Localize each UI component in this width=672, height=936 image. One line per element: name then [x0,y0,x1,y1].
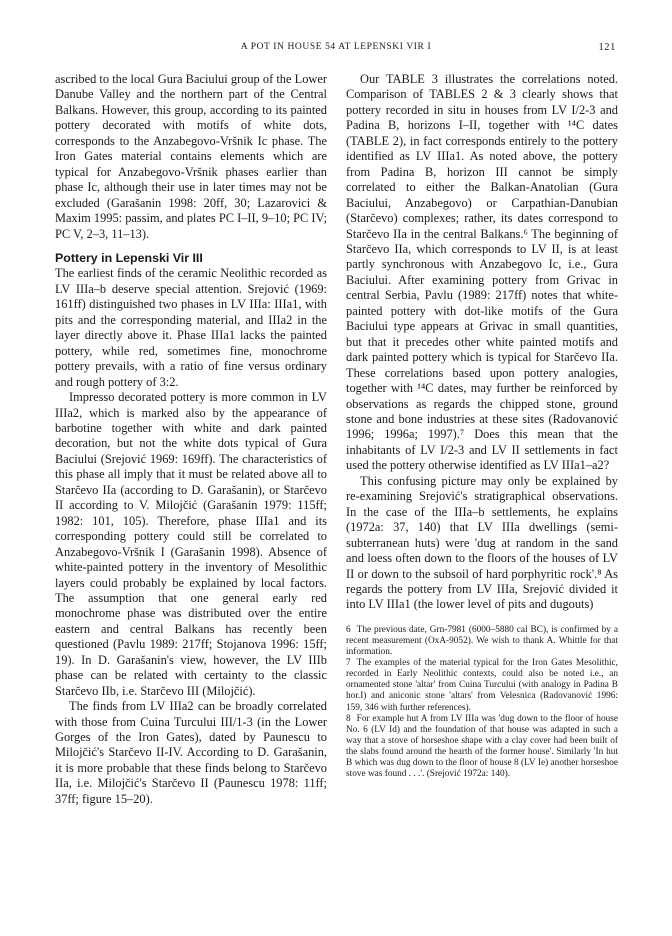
footnote-number: 6 [346,624,351,635]
paragraph: The finds from LV IIIa2 can be broadly correlated with those from Cuina Turcului III/1-3 (in the Lower Gorges of the Iron Gates), dated by Paunescu to Milojčić's Starčevo II-IV. According to D. Garašanin, it is more probable that these finds belong to Starčevo IIa, i.e. Milojčić's Starčevo II (Paunescu 1978: 11ff; 37ff; figure 15–20). [55,699,327,806]
footnote [346,714,618,781]
footnote [346,658,618,713]
page-number: 121 [598,42,616,53]
footnote-text: The previous date, Grn-7981 (6000–5880 cal BC), is confirmed by a recent measurement (OxA-9052). We wish to thank A. Whittle for that information. [346,624,618,658]
paragraph: Our TABLE 3 illustrates the correlations noted. Comparison of TABLES 2 & 3 clearly shows that pottery recorded in situ in houses from LV I/2-3 and Padina B, horizons I–II, together with ¹⁴C dates (TABLE 2), in fact corresponds entirely to the pottery identified as LV IIIa1. As noted above, the pottery from Padina B, horizon III cannot be simply correlated to either the Balkan-Anatolian (Gura Baciului, Anzabegovo) or Carpathian-Danubian (Starčevo) complexes; rather, its dates correspond to Starčevo IIa in the central Balkans.⁶ The beginning of Starčevo IIa, which corresponds to LV II, is at least partly synchronous with Anzabegovo Ic, i.e., Gura Baciului. After examining pottery from Grivac in central Serbia, Pavlu (1989: 217ff) notes that white-painted pottery with dot-like motifs of the Gura Baciului type appears at Grivac in small quantities, but that it precedes other white painted motifs and dark painted pottery which is typical for Starčevo IIa. These correlations based upon pottery analogies, together with ¹⁴C dates, may further be reinforced by observations as regards the chipped stone, ground stone and bone industries at these sites (Radovanović 1996; 1996a; 1997).⁷ Does this mean that the inhabitants of LV I/2-3 and LV II settlements in fact used the pottery otherwise identified as LV IIIa1–a2? [346,72,618,473]
section-heading: Pottery in Lepenski Vir III [55,250,203,265]
footnotes [346,625,618,780]
footnote [346,625,618,658]
running-title: A POT IN HOUSE 54 AT LEPENSKI VIR I [240,42,432,52]
footnote-text: The examples of the material typical for the Iron Gates Mesolithic, recorded in Early Neolithic contexts, could also be noted i.e., an ornamented stone 'altar' from Cuina Turcului (with analogy in Padina B hor.I) and aniconic stone 'altars' from Velesnica (Radovanović 1996: 159, 346 with further references). [346,658,618,713]
footnote-text: For example hut A from LV IIIa was 'dug down to the floor of house No. 6 (LV Id) and the foundation of that house was adapted in such a way that a stove of horseshoe shape with a clay cover had been built of the slabs found around the hearth of the former house'. Similarly 'In hut B which was dug down to the floor of house 8 (LV Ie) another horseshoe stove was found . . .'. (Srejović 1972a: 140). [346,713,618,780]
left-column [55,72,327,807]
footnote-number: 7 [346,658,351,669]
paragraph: ascribed to the local Gura Baciului group of the Lower Danube Valley and the northern part of the Central Balkans. However, this group, according to its painted pottery decorated with motifs of white dots, corresponds to the Anzabegovo-Vršnik Ic phase. The Iron Gates material contains elements which are typical for Anzabegovo-Vršnik phases earlier than phase Ic, although their use in later times may not be excluded (Garašanin 1998: 20ff, 30; Lazarovici & Maxim 1995: passim, and plates PC I–II, 9–10; PC IV; PC V, 2–3, 11–13). [55,72,328,241]
paragraph: The earliest finds of the ceramic Neolithic recorded as LV IIIa–b deserve special attention. Srejović (1969: 161ff) distinguished two phases in LV IIIa: IIIa1, with pits and the corresponding material, and IIIa2 in the layer directly above it. Phase IIIa1 lacks the painted pottery, while red, sometimes fine, monochrome pottery prevails, with a ratio of fine versus ordinary and rough pottery of 3:2. [55,266,327,389]
paragraph: Impresso decorated pottery is more common in LV IIIa2, which is marked also by the appearance of barbotine together with white and dark painted decoration, but not the white dots typical of Gura Baciului (Srejović 1969: 169ff). The characteristics of this phase all imply that it must be related above all to Starčevo IIa (according to D. Garašanin), or Starčevo II according to V. Milojčić (Garašanin 1979: 115ff; 1982: 101, 105). Therefore, phase IIIa1 and its corresponding pottery could still be correlated to Anzabegovo-Vršnik I (Garašanin 1998). Absence of white-painted pottery in the inventory of Mesolithic layers could probably be explained by local factors. The assumption that one general early red monochrome phase was distributed over the entire eastern and central Balkans has recently been questioned (Pavlu 1989: 217ff; Stojanova 1996: 15ff; 19). In D. Garašanin's view, however, the LV IIIb phase can be related with certainty to the classic Starčevo IIb, i.e. Starčevo III (Milojčić). [55,390,327,698]
paragraph: This confusing picture may only be explained by re-examining Srejović's stratigraphical observations. In the case of the IIIa–b settlements, he explains (1972a: 37, 140) that LV IIIa dwellings (semi-subterranean huts) were 'dug at random in the sand and loess often down to the floors of the houses of LV II or down to the subsoil of hard porphyritic rock'.⁸ As regards the pottery from LV IIIa, Srejović divided it into LV IIIa1 (the lower level of pits and dugouts) [346,473,618,612]
footnote-number: 8 [346,713,351,724]
right-column [346,72,618,780]
running-head [56,42,616,58]
